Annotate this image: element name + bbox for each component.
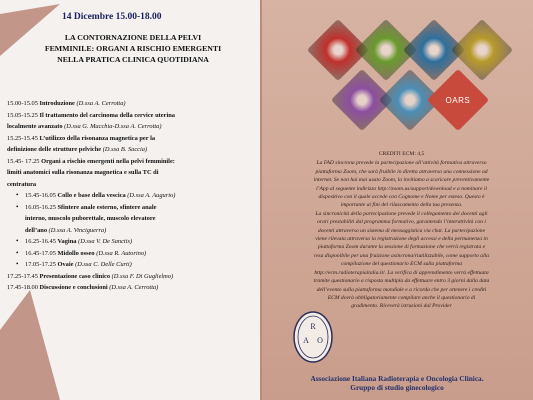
ecm-line: internet. Se non hai mai usato Zoom, la invitiamo a scaricare preventivamente <box>313 177 490 184</box>
program-item <box>7 110 257 122</box>
ecm-text <box>286 159 517 310</box>
airo-logo <box>292 310 334 364</box>
program-continuation <box>7 121 257 133</box>
program-speaker: (D.ssa A. Vinciguerra) <box>48 226 107 234</box>
event-date: 14 Dicembre 15.00-18.00 <box>62 12 162 22</box>
program-title: Organi a rischio emergenti nella pelvi femminile: <box>41 157 175 165</box>
program-subitem <box>7 190 257 202</box>
association-line: Associazione Italiana Radioterapia e Oncologia Clinica. <box>310 374 484 383</box>
program-time: 17.05-17.25 <box>25 261 56 268</box>
ecm-line: viene rilevata attraverso la registrazione degli accessi e della permanenza in <box>315 236 488 243</box>
program-item <box>7 271 257 283</box>
ecm-line: dispositivo con il quale accede con Cognome e Nome per esteso. Questo è <box>318 194 485 201</box>
svg-text:R: R <box>310 322 316 331</box>
program-continuation <box>7 179 257 191</box>
program-title: Vagina <box>57 238 77 245</box>
program-time: 15.00-15.05 <box>7 100 38 107</box>
program-speaker: (D.ssa G. Macchia-D.ssa A. Cerrotta) <box>64 123 162 130</box>
program-time: 15.25-15.45 <box>7 134 38 142</box>
title-line: LA CONTORNAZIONE DELLA PELVI <box>64 33 202 42</box>
program-title-cont: dell’ano <box>25 226 48 234</box>
ecm-line: La sincronicità della partecipazione prevede il collegamento dei docenti agli <box>315 210 488 217</box>
program-speaker: (D.ssa F. Di Guglielmo) <box>111 272 174 280</box>
program-time: 15.45-16.05 <box>25 192 56 199</box>
title-line: NELLA PRATICA CLINICA QUOTIDIANA <box>57 55 209 64</box>
ecm-info <box>286 150 517 311</box>
ecm-line: compilazione del questionario ECM sulla piattaforma <box>340 261 463 268</box>
program-title-cont: definizione delle strutture pelviche <box>7 146 102 153</box>
ecm-line: dell’evento sulla piattaforma mondiale e a ricorda che per ottenere i crediti <box>316 286 487 293</box>
ecm-line: piattaforma Zoom, che sarà fruibile in diretta attraverso una connessione ad <box>315 168 488 175</box>
program-subitem <box>7 259 257 271</box>
program-title: Ovaie <box>57 261 74 268</box>
program-list <box>7 98 257 294</box>
program-time: 17.25-17.45 <box>7 272 38 280</box>
ecm-line: gradimento. Riceverà istruzioni dal Provider <box>351 303 452 310</box>
program-title-cont: localmente avanzato <box>7 123 63 130</box>
program-item <box>7 156 257 168</box>
program-item <box>7 133 257 145</box>
program-subitem <box>7 248 257 260</box>
program-title: Discussione e conclusioni <box>39 284 108 291</box>
program-speaker: (D.ssa A. Cerrotta) <box>109 284 159 291</box>
title-line: FEMMINILE: ORGANI A RISCHIO EMERGENTI <box>44 44 222 53</box>
program-title: Sfintere anale esterno, sfintere anale <box>57 203 157 211</box>
ecm-line: orari prestabiliti dal programma formativo, garantendo l’interattività con i <box>317 219 486 226</box>
info-panel <box>262 0 533 400</box>
ecm-line: ECM dovrà obbligatoriamente compilare anche il questionario di <box>327 294 476 301</box>
ecm-line: piattaforma Zoom durante la sessione di formazione che verrà registrata e <box>317 244 486 251</box>
program-time: 15.45- 17.25 <box>7 157 40 165</box>
association-name <box>272 374 522 392</box>
program-panel <box>0 0 260 400</box>
program-title: Introduzione <box>39 100 75 107</box>
program-title: Collo e base della vescica <box>57 192 126 199</box>
program-continuation <box>7 167 257 179</box>
ecm-line: La FAD sincrona prevede la partecipazione all’attività formativa attraverso <box>316 160 487 167</box>
program-subitem <box>7 236 257 248</box>
program-item <box>7 282 257 294</box>
program-item <box>7 98 257 110</box>
oars-label: OARS <box>445 95 471 105</box>
program-title: Il trattamento del carcinoma della cervice uterina <box>39 111 175 119</box>
program-time: 16.05-16.25 <box>25 203 56 211</box>
program-speaker: (D.ssa A. Augurio) <box>127 192 176 199</box>
program-subitem <box>7 202 257 214</box>
program-speaker: (D.ssa V. De Sanctis) <box>78 238 133 245</box>
svg-text:A: A <box>303 336 309 345</box>
association-line: Gruppo di studio ginecologico <box>350 383 444 392</box>
program-speaker: (D.ssa C. Delle Curti) <box>75 261 132 268</box>
program-time: 17.45-18.00 <box>7 284 38 291</box>
ecm-line: tramite questionario a risposta multipla da effettuare entro 3 giorni dalla data <box>313 278 490 285</box>
program-continuation <box>7 144 257 156</box>
ecm-line: importante ai fini del rilascamento della tua presenza. <box>340 202 463 209</box>
program-title: Presentazione caso clinico <box>39 272 111 280</box>
program-continuation <box>7 213 257 225</box>
program-continuation <box>7 225 257 237</box>
program-speaker: (D.ssa B. Saccia) <box>102 146 148 153</box>
program-title: Midollo osseo <box>57 249 95 257</box>
program-title: L’utilizzo della risonanza magnetica per la <box>39 134 156 142</box>
program-speaker: (D.ssa A. Cerrotta) <box>76 100 126 107</box>
ecm-line: http://ecm.radioterapiaitalia.it/. La verifica di apprendimento verrà effettuata <box>314 269 489 276</box>
program-title-cont: centratura <box>7 180 37 188</box>
program-time: 16.45-17.05 <box>25 249 56 257</box>
program-title-cont: limiti anatomici sulla risonanza magnetica e sulla TC di <box>7 169 159 176</box>
ecm-title: CREDITI ECM: 4,5 <box>378 151 425 157</box>
program-time: 16.25-16.45 <box>25 238 56 245</box>
ecm-line: resa disponibile per una fruizione asincrona/riutilizzabile, come supporto alla <box>313 252 489 259</box>
program-speaker: (D.ssa R. Autorino) <box>96 249 147 257</box>
ecm-line: docenti attraverso un sistema di messaggistica via chat. La partecipazione <box>317 227 486 234</box>
event-title <box>8 32 258 65</box>
program-time: 15.05-15.25 <box>7 111 38 119</box>
svg-text:O: O <box>317 336 323 345</box>
program-title-cont: interno, muscolo puborettale, muscolo elevatore <box>25 215 156 222</box>
ecm-line: l’App al seguente indirizzo http://zoom.us/support/download e a nominare il <box>316 185 487 192</box>
